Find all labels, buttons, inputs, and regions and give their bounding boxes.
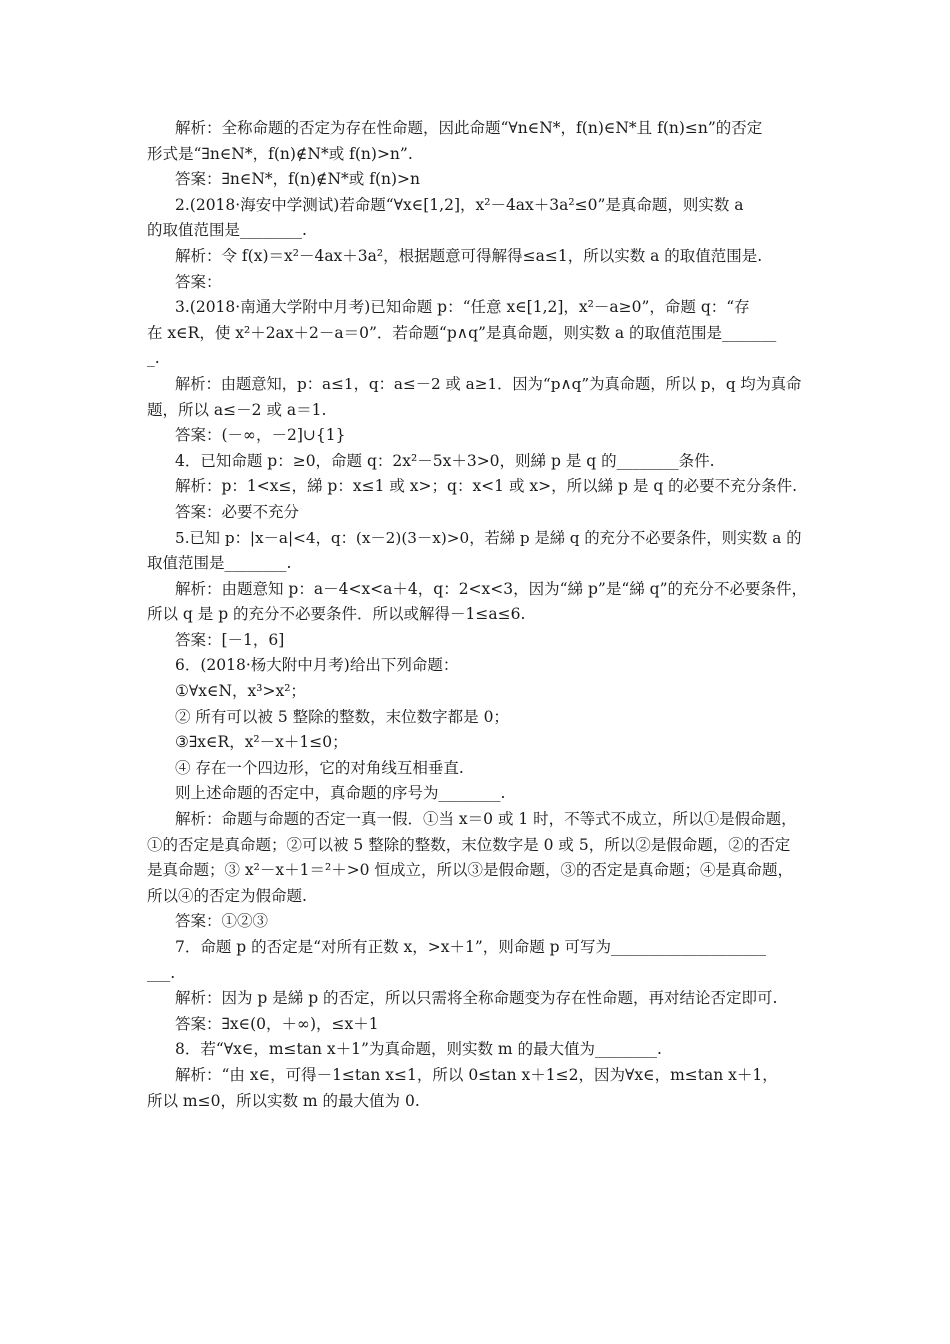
- answer-line: 答案：①②③: [175, 912, 269, 931]
- answer-line: 答案：∃x∈(0，＋∞)，≤x＋1: [175, 1014, 379, 1033]
- answer-line: 答案：[－1，6]: [175, 630, 285, 649]
- text-line: 是真命题；③ x²－x＋1＝²＋>0 恒成立，所以③是假命题，③的否定是真命题；④是真命题，: [147, 861, 793, 880]
- text-line: 的取值范围是________.: [147, 221, 307, 240]
- text-line: 取值范围是________.: [147, 554, 292, 573]
- text-line: 所以④的否定为假命题.: [147, 886, 307, 905]
- question-line: 4．已知命题 p：≥0，命题 q：2x²－5x＋3>0，则綈 p 是 q 的________条件.: [175, 451, 715, 470]
- question-line: 2.(2018·海安中学测试)若命题“∀x∈[1,2]，x²－4ax＋3a²≤0”是真命题，则实数 a: [175, 195, 744, 214]
- answer-line: 答案：∃n∈N*，f(n)∉N*或 f(n)>n: [175, 170, 420, 189]
- answer-line: 答案：: [175, 272, 222, 291]
- answer-line: 答案：(－∞，－2]∪{1}: [175, 426, 346, 445]
- text-line: 解析：令 f(x)＝x²－4ax＋3a²，根据题意可得解得≤a≤1，所以实数 a 的取值范围是.: [175, 246, 763, 265]
- text-line: 解析：命题与命题的否定一真一假．①当 x＝0 或 1 时，不等式不成立，所以①是假命题，: [175, 810, 797, 829]
- list-item: ④ 存在一个四边形，它的对角线互相垂直.: [175, 758, 464, 777]
- document-body: [147, 116, 807, 1114]
- question-line: 8．若“∀x∈，m≤tan x＋1”为真命题，则实数 m 的最大值为________.: [175, 1040, 662, 1059]
- text-line: 题，所以 a≤－2 或 a＝1.: [147, 400, 327, 419]
- question-line: 3.(2018·南通大学附中月考)已知命题 p：“任意 x∈[1,2]，x²－a≥0”，命题 q：“存: [175, 298, 750, 317]
- text-line: ①的否定是真命题；②可以被 5 整除的整数，末位数字是 0 或 5，所以②是假命题，②的否定: [147, 835, 791, 854]
- text-line: 解析：全称命题的否定为存在性命题，因此命题“∀n∈N*，f(n)∈N*且 f(n)≤n”的否定: [175, 119, 763, 137]
- text-line: 解析：p：1<x≤，綈 p：x≤1 或 x>；q：x<1 或 x>，所以綈 p 是 q 的必要不充分条件.: [175, 477, 798, 496]
- text-line: 解析：由题意知，p：a≤1，q：a≤－2 或 a≥1．因为“p∧q”为真命题，所以 p，q 均为真命: [175, 374, 802, 393]
- question-line: 6．(2018·杨大附中月考)给出下列命题：: [175, 656, 459, 675]
- text-line: 形式是“∃n∈N*，f(n)∉N*或 f(n)>n”.: [147, 144, 413, 163]
- text-line: ___.: [147, 963, 176, 982]
- text-line: 在 x∈R，使 x²＋2ax＋2－a＝0”．若命题“p∧q”是真命题，则实数 a 的取值范围是_______: [147, 323, 777, 342]
- list-item: ①∀x∈N，x³>x²；: [175, 682, 306, 701]
- text-line: 所以 q 是 p 的充分不必要条件．所以或解得－1≤a≤6.: [147, 605, 526, 624]
- answer-line: 答案：必要不充分: [175, 502, 300, 521]
- text-line: 则上述命题的否定中，真命题的序号为________.: [175, 784, 506, 803]
- list-item: ② 所有可以被 5 整除的整数，末位数字都是 0；: [175, 707, 509, 726]
- text-line: 解析：因为 p 是綈 p 的否定，所以只需将全称命题变为存在性命题，再对结论否定即可.: [175, 989, 778, 1008]
- list-item: ③∃x∈R，x²－x＋1≤0；: [175, 733, 348, 752]
- text-line: _.: [147, 349, 160, 368]
- text-line: 解析：由题意知 p：a－4<x<a＋4，q：2<x<3，因为“綈 p”是“綈 q”的充分不必要条件，: [175, 579, 807, 598]
- text-line: 所以 m≤0，所以实数 m 的最大值为 0.: [147, 1091, 420, 1110]
- question-line: 7．命题 p 的否定是“对所有正数 x，>x＋1”，则命题 p 可写为____________________: [175, 938, 767, 956]
- text-line: 解析：“由 x∈，可得－1≤tan x≤1，所以 0≤tan x＋1≤2，因为∀x∈，m≤tan x＋1，: [175, 1065, 778, 1084]
- question-line: 5.已知 p：|x－a|<4，q：(x－2)(3－x)>0，若綈 p 是綈 q 的充分不必要条件，则实数 a 的: [175, 528, 802, 547]
